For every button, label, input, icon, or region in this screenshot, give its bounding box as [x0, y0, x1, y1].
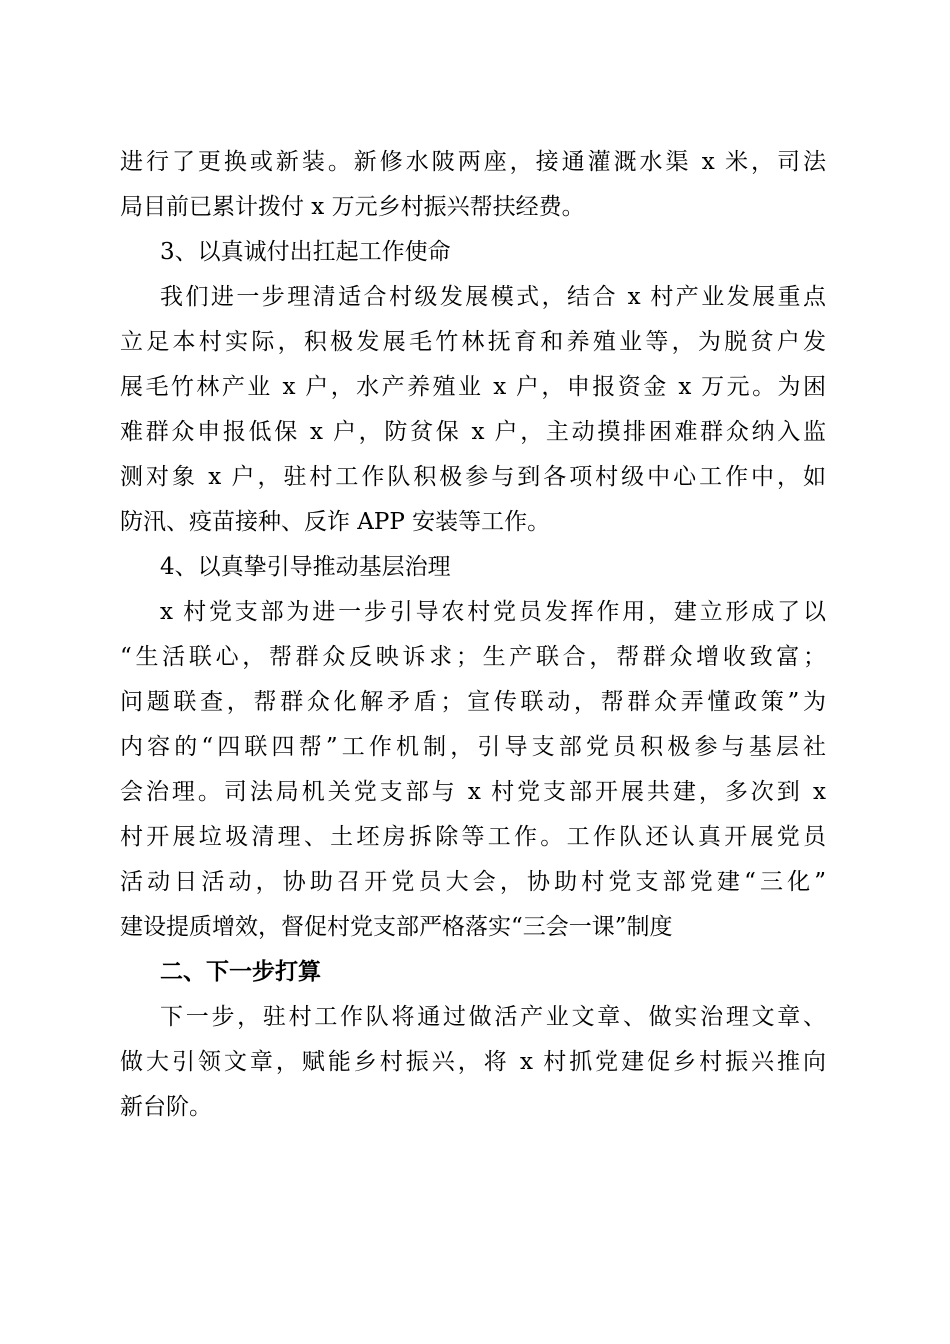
text-line: 新台阶。 [120, 1094, 212, 1120]
text-line: 进行了更换或新装。新修水陂两座，接通灌溉水渠 x 米，司法 [120, 149, 826, 175]
text-line: 我们进一步理清适合村级发展模式，结合 x 村产业发展重点 [160, 284, 826, 310]
text-line: 下一步，驻村工作队将通过做活产业文章、做实治理文章、 [160, 1004, 826, 1030]
text-line: 内容的“四联四帮”工作机制，引导支部党员积极参与基层社 [120, 734, 826, 760]
section-heading: 二、下一步打算 [160, 959, 321, 985]
text-line: 问题联查，帮群众化解矛盾；宣传联动，帮群众弄懂政策”为 [120, 689, 826, 715]
paragraph-4 [120, 590, 826, 950]
subheading-4: 4、以真挚引导推动基层治理 [160, 554, 451, 580]
text-line: 局目前已累计拨付 x 万元乡村振兴帮扶经费。 [120, 194, 585, 220]
text-line: x 村党支部为进一步引导农村党员发挥作用，建立形成了以 [160, 599, 826, 625]
text-line: 展毛竹林产业 x 户，水产养殖业 x 户，申报资金 x 万元。为困 [120, 374, 826, 400]
text-line: 立足本村实际，积极发展毛竹林抚育和养殖业等，为脱贫户发 [120, 329, 826, 355]
text-line: 村开展垃圾清理、土坯房拆除等工作。工作队还认真开展党员 [120, 824, 826, 850]
subheading-3: 3、以真诚付出扛起工作使命 [160, 239, 451, 265]
text-line: 活动日活动，协助召开党员大会，协助村党支部党建“三化” [120, 869, 826, 895]
text-line: 做大引领文章，赋能乡村振兴，将 x 村抓党建促乡村振兴推向 [120, 1049, 826, 1075]
text-line: 难群众申报低保 x 户，防贫保 x 户，主动摸排困难群众纳入监 [120, 419, 826, 445]
text-line: 防汛、疫苗接种、反诈 APP 安装等工作。 [120, 509, 551, 535]
paragraph-next-steps [120, 995, 826, 1130]
text-line: 测对象 x 户，驻村工作队积极参与到各项村级中心工作中，如 [120, 464, 826, 490]
document-body [120, 140, 826, 1130]
text-line: 建设提质增效，督促村党支部严格落实“三会一课”制度 [120, 914, 673, 940]
text-line: “生活联心，帮群众反映诉求；生产联合，帮群众增收致富； [120, 644, 826, 670]
paragraph-continued [120, 140, 826, 230]
paragraph-3 [120, 275, 826, 545]
text-line: 会治理。司法局机关党支部与 x 村党支部开展共建，多次到 x [120, 779, 826, 805]
